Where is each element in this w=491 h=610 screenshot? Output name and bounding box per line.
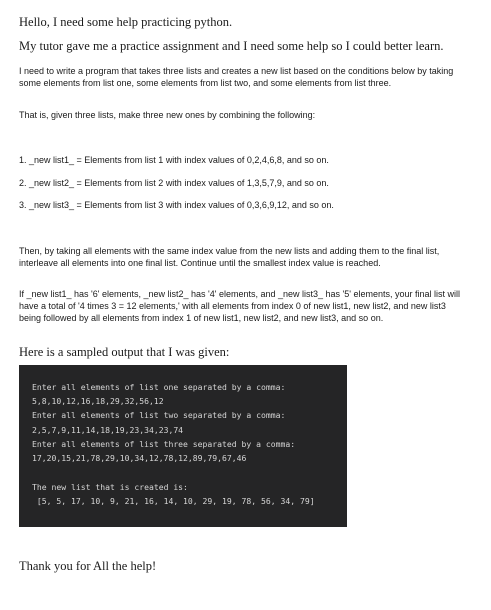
terminal-output xyxy=(19,365,347,527)
sample-intro-text: Here is a sampled output that I was given: xyxy=(19,345,230,359)
rule-item-2: 2. _new list2_ = Elements from list 2 with index values of 1,3,5,7,9, and so on. xyxy=(19,178,329,188)
rule-item-1: 1. _new list1_ = Elements from list 1 with index values of 0,2,4,6,8, and so on. xyxy=(19,155,329,165)
terminal-result-heading: The new list that is created is: xyxy=(32,481,188,492)
terminal-line: Enter all elements of list three separated by a comma: xyxy=(32,438,296,449)
that-is-text: That is, given three lists, make three new ones by combining the following: xyxy=(19,110,316,120)
terminal-line: Enter all elements of list two separated by a comma: xyxy=(32,410,286,421)
terminal-blank-line xyxy=(32,465,337,480)
intro-text: My tutor gave me a practice assignment and I need some help so I could better learn. xyxy=(19,39,444,53)
terminal-line: 5,8,10,12,16,18,29,32,56,12 xyxy=(32,396,164,407)
task-description-text: I need to write a program that takes three lists and creates a new list based on the conditions below by taking some elements from list one, some elements from list two, and some elements from list three. xyxy=(19,66,454,88)
terminal-line: 2,5,7,9,11,14,18,19,23,34,23,74 xyxy=(32,424,184,435)
rule-item-3: 3. _new list3_ = Elements from list 3 with index values of 0,3,6,9,12, and so on. xyxy=(19,200,334,210)
interleave-text: Then, by taking all elements with the same index value from the new lists and adding them to the final list, interleave all elements into one final list. Continue until the smallest index value is reached. xyxy=(19,246,440,268)
greeting-text: Hello, I need some help practicing python. xyxy=(19,15,233,29)
example-text: If _new list1_ has '6' elements, _new list2_ has '4' elements, and _new list3_ has '5' elements, your final list will have a total of '4 times 3 = 12 elements,' with all elements from index 0 of new list1, new list2, and new list3 being followed by all elements from index 1 of new list1, new list2, and new list3, and so on. xyxy=(19,289,461,323)
terminal-result-list: [5, 5, 17, 10, 9, 21, 16, 14, 10, 29, 19, 78, 56, 34, 79] xyxy=(32,495,315,506)
terminal-line: Enter all elements of list one separated by a comma: xyxy=(32,382,286,392)
closing-text: Thank you for All the help! xyxy=(19,559,157,573)
terminal-line: 17,20,15,21,78,29,10,34,12,78,12,89,79,67,46 xyxy=(32,453,247,464)
